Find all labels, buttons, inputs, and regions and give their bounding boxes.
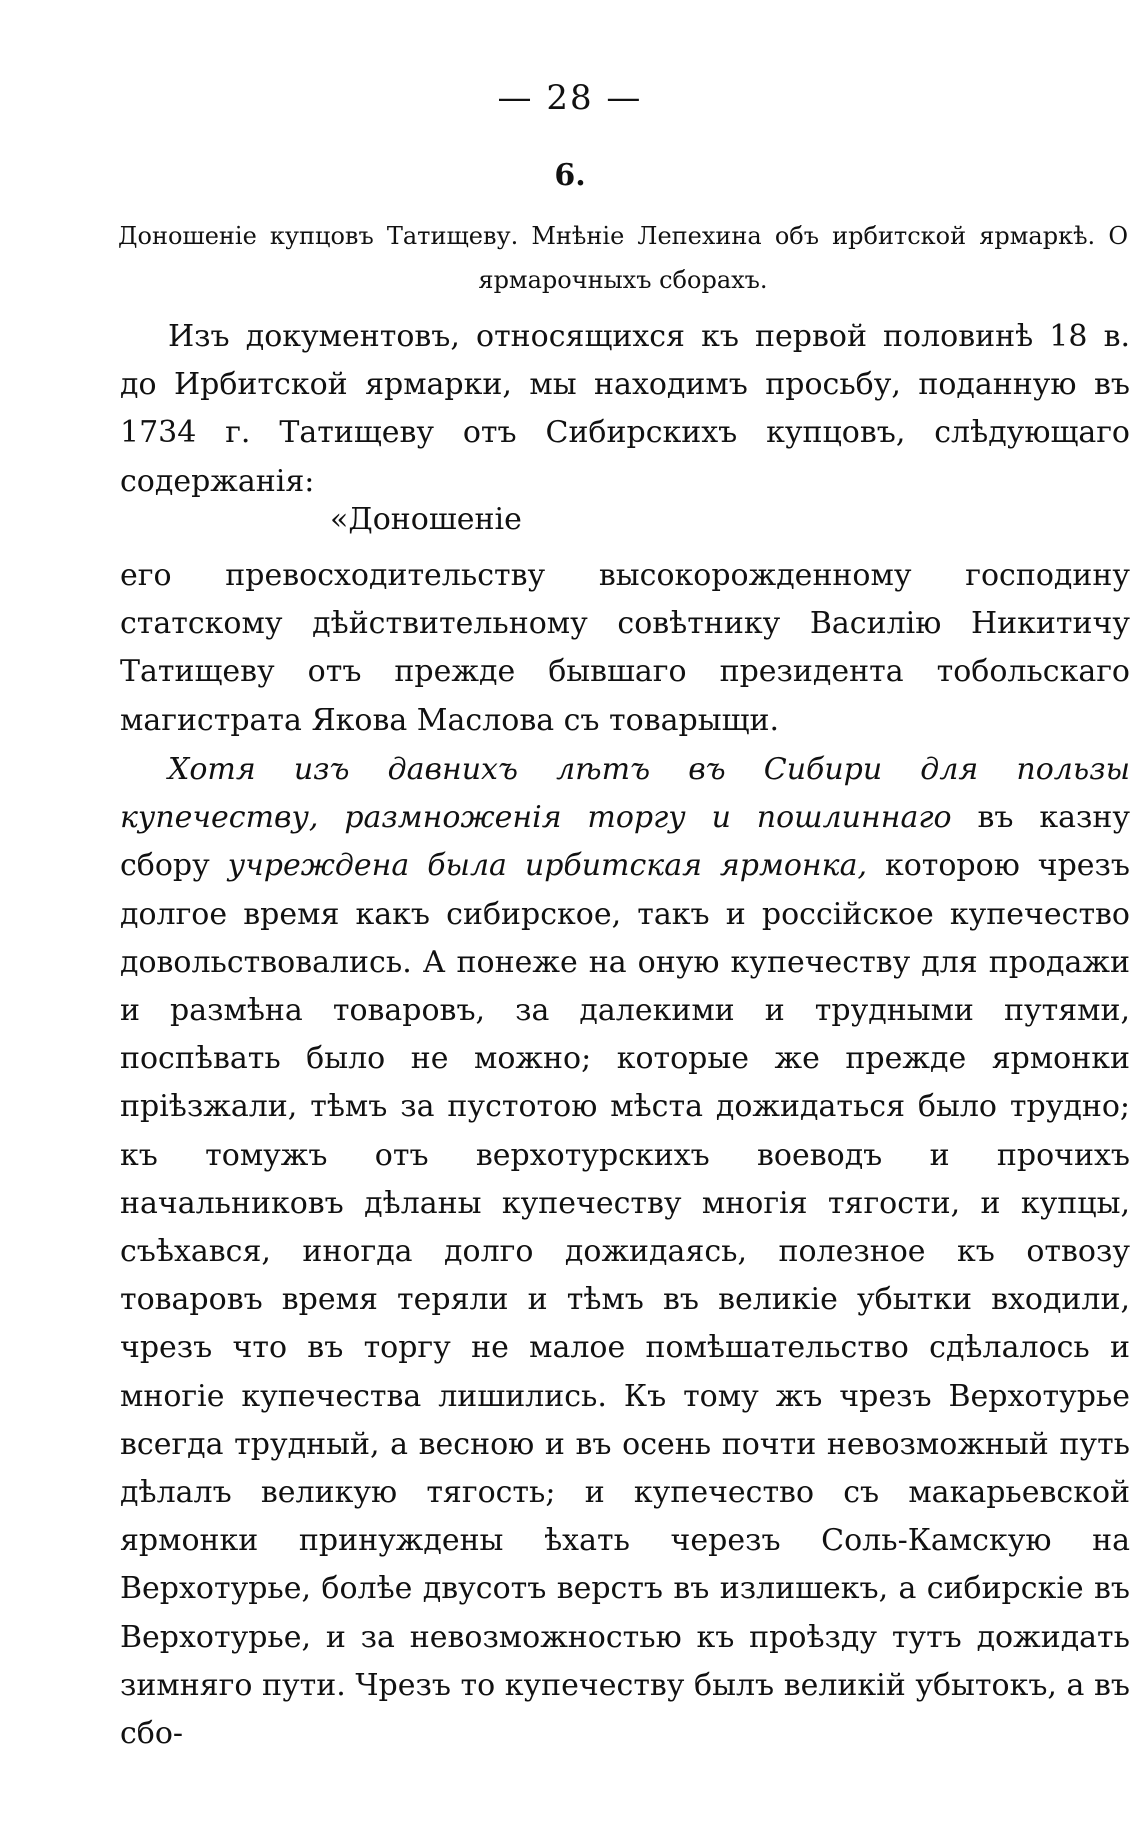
petition-text-2: которою чрезъ долгое время какъ сибирское, такъ и россійское купечество довольствовались. А понеже на оную купечеству для продажи и размѣна товаровъ, за далекими и трудными путями, поспѣвать было не можно; которые же прежде ярмонки пріѣзжали, тѣмъ за пустотою мѣста дожидаться было трудно; къ томужъ отъ верхотурскихъ воеводъ и прочихъ начальниковъ дѣланы купечеству многія тягости, и купцы, съѣхався, иногда долго дожидаясь, полезное къ отвозу товаровъ время теряли и тѣмъ въ великіе убытки входили, чрезъ что въ торгу не малое помѣшательство сдѣлалось и многіе купечества лишились. Къ тому жъ чрезъ Верхотурье всегда трудный, а весною и въ осень почти невозможный путь дѣлалъ великую тягость; и купечество съ макарьевской ярмонки принуждены ѣхать черезъ Соль-Камскую на Верхотурье, болѣе двусотъ верстъ въ излишекъ, а сибирскіе въ Верхотурье, и за невозможностью къ проѣзду тутъ дожидать зимняго пути. Чрезъ то купечеству былъ великій убытокъ, а въ сбо-	[120, 848, 1130, 1752]
section-heading: Доношеніе купцовъ Татищеву. Мнѣніе Лепехина объ ирбитской ярмаркѣ. О ярмарочныхъ сборахъ.	[118, 222, 1128, 294]
address-paragraph: его превосходительству высокорожденному господину статскому дѣйствительному совѣтнику Василію Никитичу Татищеву отъ прежде бывшаго президента тобольскаго магистрата Якова Маслова съ товарыщи.	[120, 558, 1130, 738]
page-number: — 28 —	[497, 78, 643, 118]
petition-italic-2: учреждена была ирбитская ярмонка,	[227, 848, 868, 884]
intro-paragraph: Изъ документовъ, относящихся къ первой половинѣ 18 в. до Ирбитской ярмарки, мы находимъ просьбу, поданную въ 1734 г. Татищеву отъ Сибирскихъ купцовъ, слѣдующаго содержанія:	[120, 319, 1130, 499]
document-title: «Доношеніе	[330, 502, 522, 537]
petition-paragraph	[120, 746, 1130, 1758]
petition-text-1: въ казну сбору	[120, 800, 1130, 884]
section-number: 6.	[554, 158, 586, 193]
petition-italic-1: Хотя изъ давнихъ лѣтъ въ Сибири для пользы купечеству, размноженія торгу и пошлиннаго	[120, 752, 1130, 836]
